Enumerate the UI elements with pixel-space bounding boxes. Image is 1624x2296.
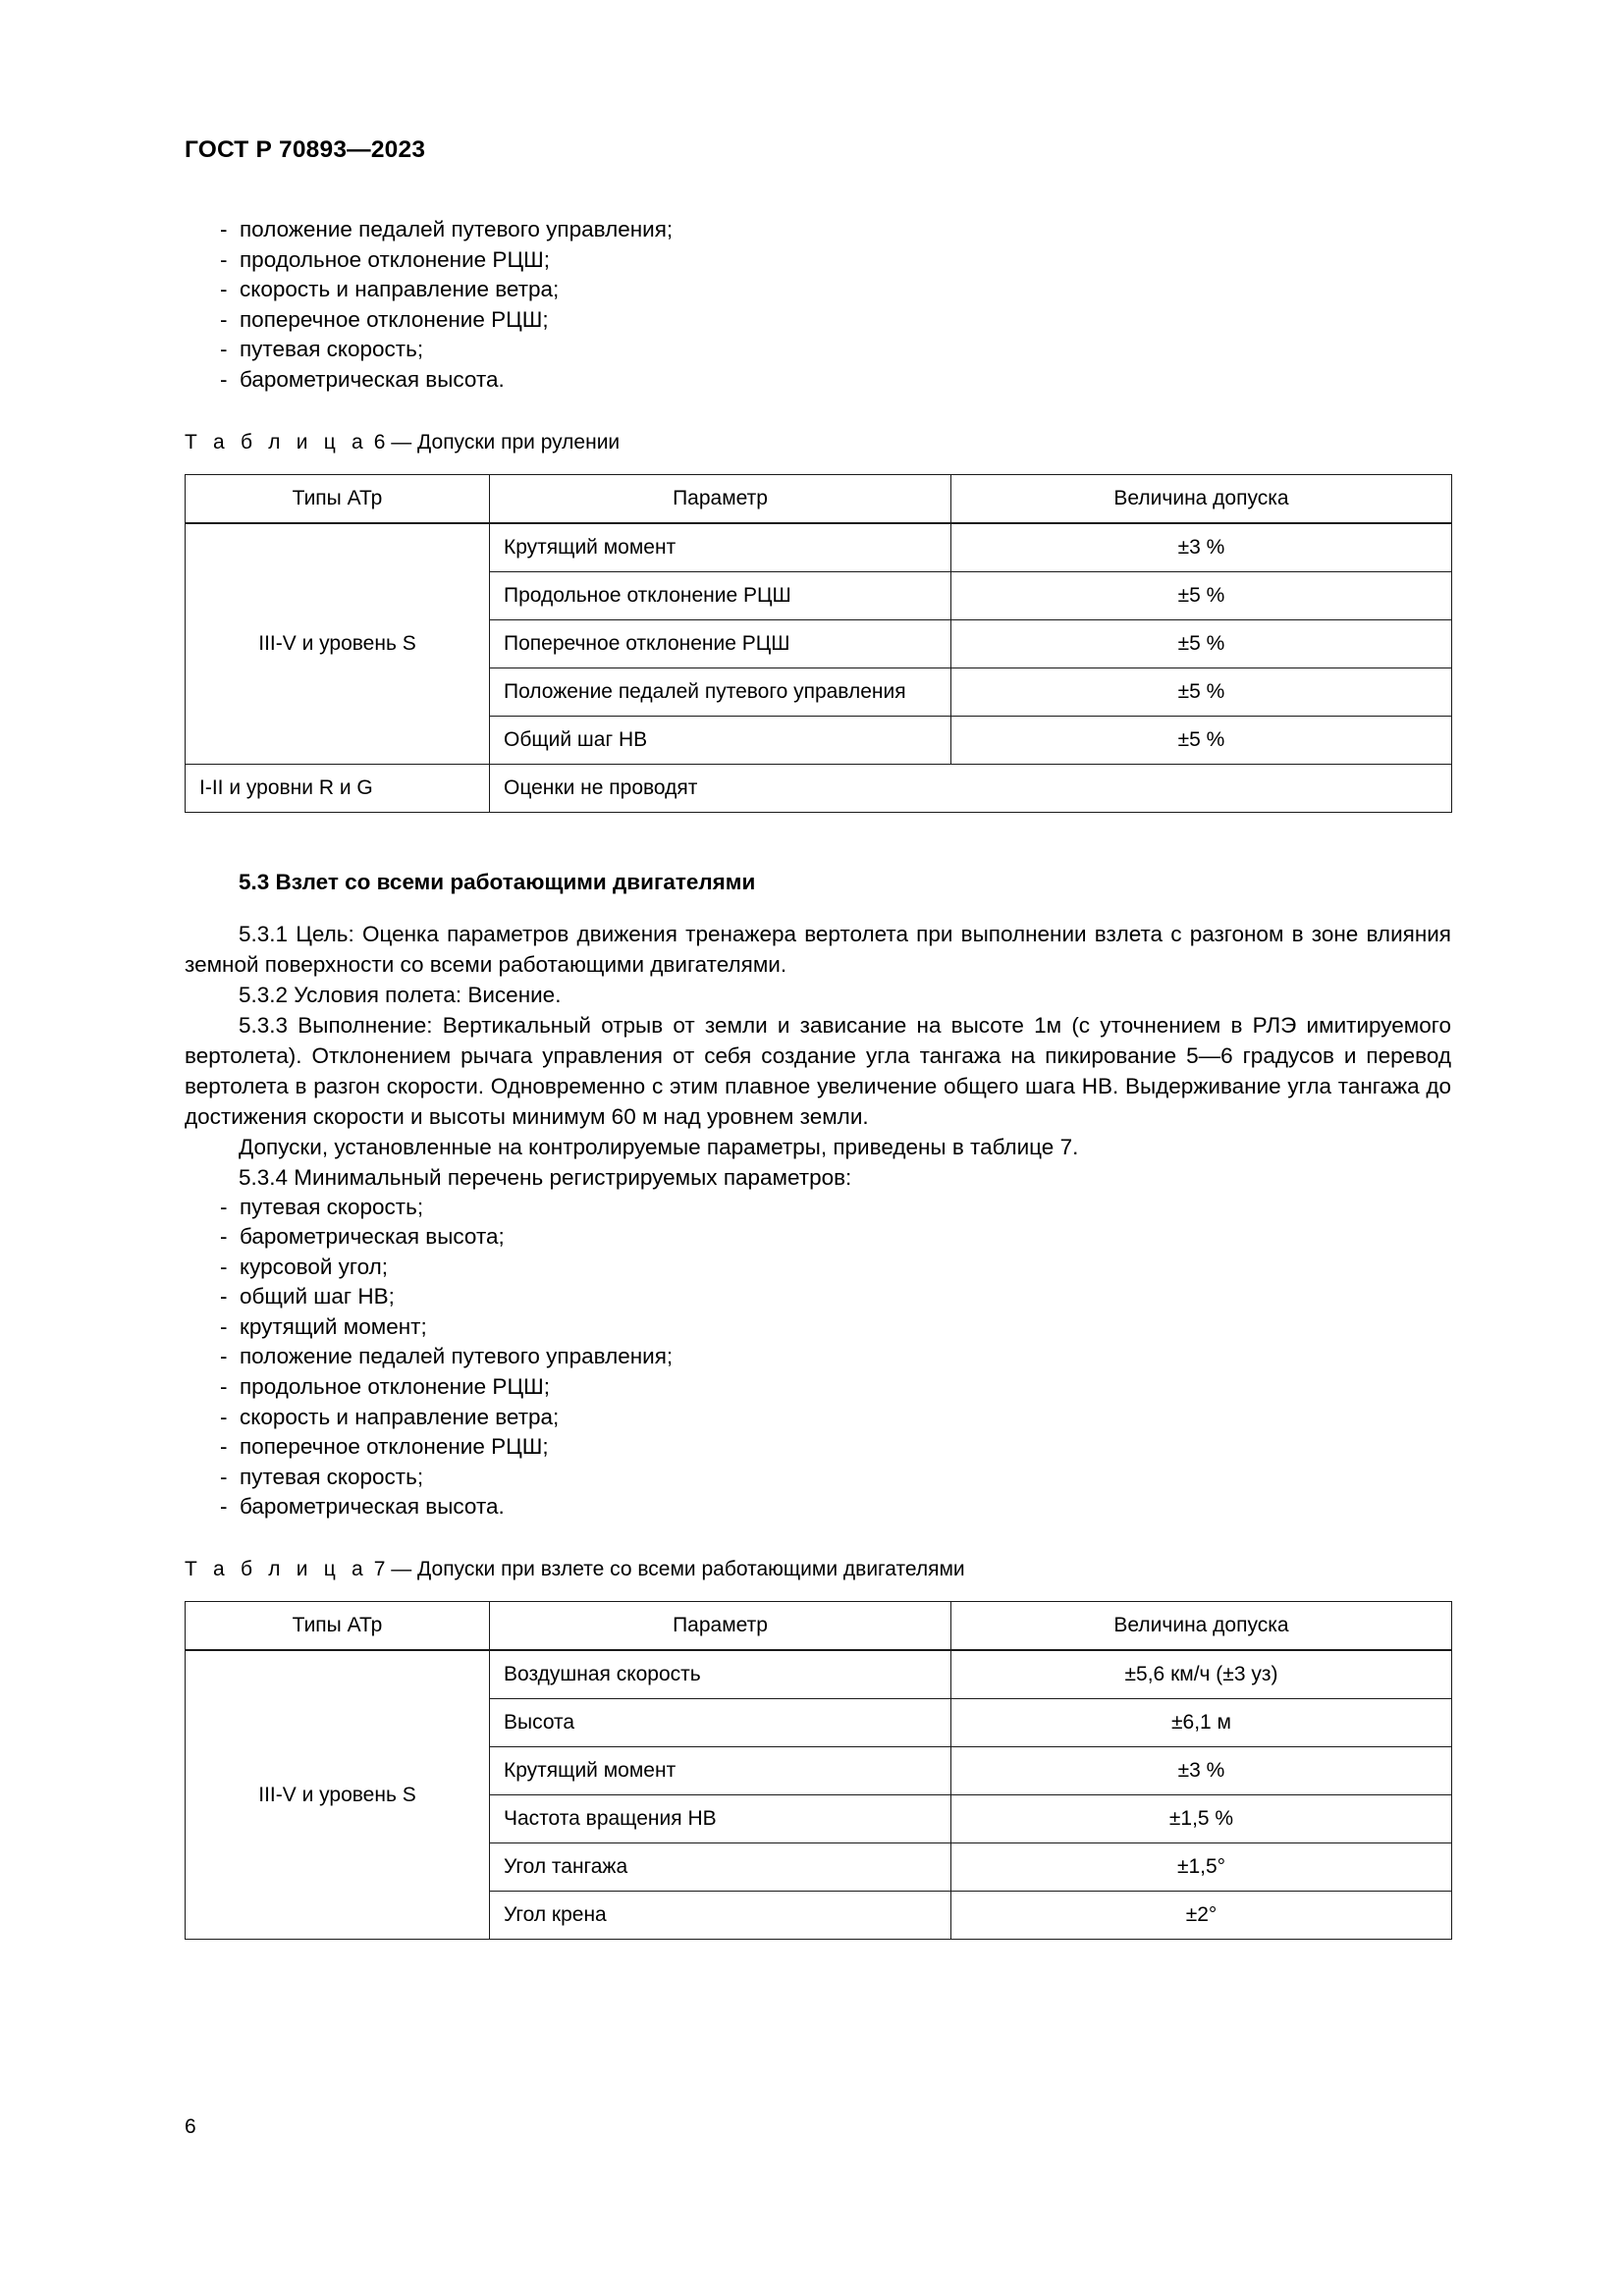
list-item-label: барометрическая высота.: [240, 366, 505, 392]
table6-cell-tolerance: ±3 %: [951, 523, 1452, 572]
bullet-dash: -: [220, 1434, 228, 1460]
table7-cell-parameter: Высота: [490, 1699, 951, 1747]
list-item: [185, 1253, 1451, 1283]
paragraph-5-3-4: 5.3.4 Минимальный перечень регистрируемых параметров:: [239, 1164, 852, 1190]
bullet-dash: -: [220, 1224, 228, 1250]
table6-group-label: III-V и уровень S: [186, 523, 490, 765]
list-item: [185, 1403, 1451, 1433]
table6-cell-parameter: Продольное отклонение РЦШ: [490, 571, 951, 619]
list-item-label: скорость и направление ветра;: [240, 1404, 560, 1429]
paragraph-5-3-3: 5.3.3 Выполнение: Вертикальный отрыв от земли и зависание на высоте 1м (с уточнением в РЛЭ имитируемого вертолета). Отклонением рычага управления от себя создание угла тангажа на пикирование 5—6 градусов и перевод вертолета в разгон скорости. Одновременно с этим плавное увеличение общего шага НВ. Выдерживание угла тангажа до достижения скорости и высоты минимум 60 м над уровнем земли.: [185, 1012, 1451, 1129]
table7-cell-tolerance: ±1,5°: [951, 1843, 1452, 1892]
parameters-list-bottom: [185, 1193, 1451, 1523]
list-item: [185, 1342, 1451, 1372]
table7-group-label: III-V и уровень S: [186, 1650, 490, 1940]
list-item-label: положение педалей путевого управления;: [240, 1344, 674, 1369]
table6-cell-tolerance: ±5 %: [951, 716, 1452, 764]
list-item: [185, 1492, 1451, 1522]
table6-header-parameter: Параметр: [490, 474, 951, 523]
bullet-dash: -: [220, 1404, 228, 1429]
list-item: [185, 1372, 1451, 1403]
table7-head: [186, 1602, 1452, 1651]
table7-body: [186, 1650, 1452, 1940]
page-number: 6: [185, 2115, 196, 2138]
paragraph-5-3-2: 5.3.2 Условия полета: Висение.: [239, 982, 562, 1007]
list-item: [185, 275, 1451, 305]
paragraph-5-3-1: 5.3.1 Цель: Оценка параметров движения тренажера вертолета при выполнении взлета с разгоном в зоне влияния земной поверхности со всеми работающими двигателями.: [185, 921, 1451, 977]
table7-caption-label: Т а б л и ц а: [185, 1558, 368, 1581]
list-item: [185, 1282, 1451, 1312]
bullet-dash: -: [220, 1344, 228, 1369]
list-item: [185, 1193, 1451, 1223]
table7-header-types: Типы АТр: [186, 1602, 490, 1651]
table7-cell-parameter: Угол крена: [490, 1892, 951, 1940]
table6-last-types: I-II и уровни R и G: [186, 764, 490, 812]
table7-cell-parameter: Частота вращения НВ: [490, 1795, 951, 1843]
table7: [185, 1601, 1452, 1940]
table6: [185, 474, 1452, 813]
list-item: [185, 1432, 1451, 1463]
bullet-dash: -: [220, 1313, 228, 1339]
bullet-dash: -: [220, 1284, 228, 1309]
bullet-dash: -: [220, 306, 228, 332]
table7-cell-tolerance: ±1,5 %: [951, 1795, 1452, 1843]
list-item: [185, 365, 1451, 396]
bullet-dash: -: [220, 277, 228, 302]
table6-header-tolerance: Величина допуска: [951, 474, 1452, 523]
list-item: [185, 1463, 1451, 1493]
table6-caption-text: — Допуски при рулении: [391, 430, 621, 454]
list-item-label: продольное отклонение РЦШ;: [240, 246, 550, 272]
list-item: [185, 335, 1451, 365]
list-item-label: поперечное отклонение РЦШ;: [240, 1434, 549, 1460]
table7-cell-parameter: Угол тангажа: [490, 1843, 951, 1892]
table7-header-parameter: Параметр: [490, 1602, 951, 1651]
list-item-label: барометрическая высота;: [240, 1224, 505, 1250]
bullet-dash: -: [220, 1254, 228, 1279]
list-item-label: крутящий момент;: [240, 1313, 427, 1339]
list-item-label: общий шаг НВ;: [240, 1284, 395, 1309]
list-item: [185, 215, 1451, 245]
list-item: [185, 305, 1451, 336]
table6-cell-tolerance: ±5 %: [951, 667, 1452, 716]
table6-cell-parameter: Общий шаг НВ: [490, 716, 951, 764]
table6-header-types: Типы АТр: [186, 474, 490, 523]
table6-caption-number: 6: [373, 430, 386, 454]
table6-cell-tolerance: ±5 %: [951, 619, 1452, 667]
table7-caption-text: — Допуски при взлете со всеми работающими двигателями: [391, 1558, 965, 1581]
table6-head: [186, 474, 1452, 523]
list-item: [185, 245, 1451, 276]
list-item-label: продольное отклонение РЦШ;: [240, 1374, 550, 1400]
list-item-label: скорость и направление ветра;: [240, 277, 560, 302]
list-item-label: барометрическая высота.: [240, 1494, 505, 1520]
table-row: [186, 523, 1452, 572]
table7-cell-parameter: Воздушная скорость: [490, 1650, 951, 1699]
list-item-label: поперечное отклонение РЦШ;: [240, 306, 549, 332]
table6-caption-label: Т а б л и ц а: [185, 430, 368, 454]
list-item-label: путевая скорость;: [240, 1194, 424, 1219]
bullet-dash: -: [220, 1374, 228, 1400]
table-header-row: [186, 474, 1452, 523]
table6-caption: [185, 429, 1451, 456]
table6-last-note: Оценки не проводят: [490, 764, 1452, 812]
list-item-label: положение педалей путевого управления;: [240, 216, 674, 241]
table7-cell-tolerance: ±6,1 м: [951, 1699, 1452, 1747]
list-item-label: путевая скорость;: [240, 1464, 424, 1489]
table7-cell-parameter: Крутящий момент: [490, 1747, 951, 1795]
paragraph-table7-ref: Допуски, установленные на контролируемые параметры, приведены в таблице 7.: [239, 1134, 1079, 1159]
list-item: [185, 1222, 1451, 1253]
table6-cell-tolerance: ±5 %: [951, 571, 1452, 619]
table7-header-tolerance: Величина допуска: [951, 1602, 1452, 1651]
section-heading-5-3: 5.3 Взлет со всеми работающими двигателями: [239, 869, 756, 894]
list-item-label: путевая скорость;: [240, 337, 424, 362]
table6-cell-parameter: Положение педалей путевого управления: [490, 667, 951, 716]
list-item-label: курсовой угол;: [240, 1254, 389, 1279]
page-content: [185, 137, 1451, 1940]
bullet-dash: -: [220, 246, 228, 272]
table6-body: [186, 523, 1452, 813]
table-row-last: [186, 764, 1452, 812]
table7-caption-number: 7: [373, 1558, 386, 1581]
table6-cell-parameter: Крутящий момент: [490, 523, 951, 572]
document-header: ГОСТ Р 70893—2023: [185, 136, 426, 163]
bullet-dash: -: [220, 1494, 228, 1520]
table7-cell-tolerance: ±3 %: [951, 1747, 1452, 1795]
table-row: [186, 1650, 1452, 1699]
table7-cell-tolerance: ±2°: [951, 1892, 1452, 1940]
table7-caption: [185, 1556, 1451, 1583]
table-header-row: [186, 1602, 1452, 1651]
bullet-dash: -: [220, 1464, 228, 1489]
list-item: [185, 1312, 1451, 1343]
bullet-dash: -: [220, 337, 228, 362]
bullet-dash: -: [220, 1194, 228, 1219]
bullet-dash: -: [220, 366, 228, 392]
bullet-dash: -: [220, 216, 228, 241]
parameters-list-top: [185, 215, 1451, 396]
table6-cell-parameter: Поперечное отклонение РЦШ: [490, 619, 951, 667]
table7-cell-tolerance: ±5,6 км/ч (±3 уз): [951, 1650, 1452, 1699]
